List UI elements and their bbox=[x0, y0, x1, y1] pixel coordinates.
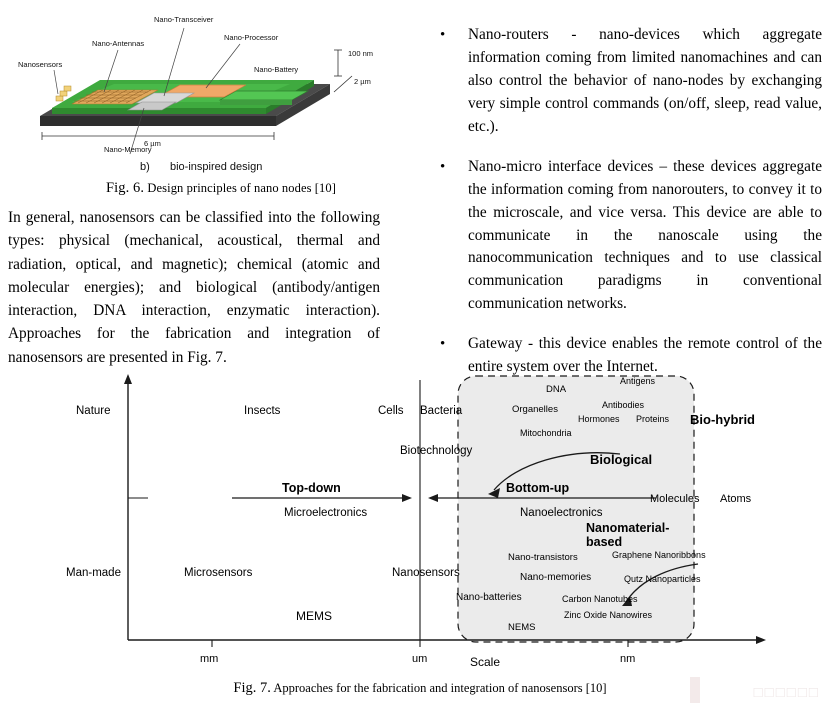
label-dim-height: 100 nm bbox=[348, 49, 374, 58]
group-nanomaterial-based: Nanomaterial- bbox=[586, 521, 670, 535]
axis-title-scale: Scale bbox=[470, 655, 501, 668]
item-proteins: Proteins bbox=[636, 414, 670, 424]
figure-7-caption bbox=[140, 680, 700, 697]
bullet-marker-icon: • bbox=[440, 158, 446, 175]
item-nano-transistors: Nano-transistors bbox=[508, 552, 578, 563]
item-insects: Insects bbox=[244, 405, 281, 417]
item-nano-memories: Nano-memories bbox=[520, 572, 592, 583]
left-body-paragraph: In general, nanosensors can be classified into the following types: physical (mechanical, acoustical, thermal and radiation, optical, and magnetic); chemical (atomic and molecular energies); and biological (antibody/antigen interaction, DNA interaction, enzymatic interaction). Approaches for the fabrication and integration of nanosensors are presented in Fig. 7. bbox=[8, 209, 380, 366]
watermark-bar bbox=[690, 677, 700, 703]
group-nanomaterial-based-2: based bbox=[586, 535, 623, 549]
item-mitochondria: Mitochondria bbox=[520, 428, 572, 438]
figure-7-caption-label: Fig. 7. bbox=[233, 680, 271, 696]
figure-7 bbox=[8, 368, 820, 668]
label-nano-processor: Nano-Processor bbox=[224, 33, 279, 42]
item-organelles: Organelles bbox=[512, 404, 558, 415]
label-bottom-up: Bottom-up bbox=[506, 481, 570, 495]
figure-6 bbox=[8, 4, 400, 196]
label-nano-transceiver: Nano-Transceiver bbox=[154, 15, 214, 24]
item-carbon-nanotubes: Carbon Nanotubes bbox=[562, 594, 638, 604]
item-nano-batteries: Nano-batteries bbox=[456, 592, 522, 603]
item-microsensors: Microsensors bbox=[184, 567, 253, 579]
axis-label-nature: Nature bbox=[76, 405, 111, 417]
list-item-text: Gateway - this device enables the remote control of the entire system over the Internet. bbox=[468, 335, 822, 376]
figure-6-caption-label: Fig. 6. bbox=[105, 180, 145, 196]
item-mems: MEMS bbox=[296, 609, 332, 623]
x-tick-nm: nm bbox=[620, 653, 636, 665]
list-item bbox=[434, 156, 822, 317]
group-bio-hybrid: Bio-hybrid bbox=[690, 412, 755, 427]
label-dim-width: 6 µm bbox=[144, 139, 161, 148]
label-dim-depth: 2 µm bbox=[354, 77, 371, 86]
item-graphene-nanoribbons: Graphene Nanoribbons bbox=[612, 550, 706, 560]
item-qutz-nanoparticles: Qutz Nanoparticles bbox=[624, 574, 701, 584]
label-nano-memory: Nano-Memory bbox=[104, 145, 152, 154]
watermark-text: □□□□□□ bbox=[753, 684, 820, 701]
item-molecules: Molecules bbox=[650, 493, 700, 505]
item-nanoelectronics: Nanoelectronics bbox=[520, 507, 603, 519]
label-nano-battery: Nano-Battery bbox=[254, 65, 299, 74]
figure-7-caption-text: Approaches for the fabrication and integration of nanosensors [10] bbox=[273, 681, 607, 695]
label-top-down: Top-down bbox=[282, 481, 341, 495]
item-bacteria: Bacteria bbox=[420, 405, 463, 417]
figure-6-illustration bbox=[8, 4, 400, 180]
x-tick-mm: mm bbox=[200, 653, 219, 665]
item-atoms: Atoms bbox=[720, 493, 752, 505]
figure-6-sub-text: bio-inspired design bbox=[170, 161, 263, 173]
item-nems: NEMS bbox=[508, 622, 536, 633]
item-antibodies: Antibodies bbox=[602, 400, 645, 410]
figure-6-caption-text: Design principles of nano nodes [10] bbox=[147, 181, 337, 195]
list-item-text: Nano-routers - nano-devices which aggregate information coming from limited nanomachines and can also control the behavior of nano-nodes by exchanging very simple control commands (on/off, sleep, read value, etc.). bbox=[468, 26, 822, 135]
x-tick-um: um bbox=[412, 653, 428, 665]
list-item-text: Nano-micro interface devices – these devices aggregate the information coming from nanorouters, to convey it to the microscale, and vice versa. This device are able to communicate in the nanoscale using the nanocommunication techniques and to use classical communication paradigms in conventional communication networks. bbox=[468, 157, 822, 313]
item-antigens: Antigens bbox=[620, 376, 656, 386]
label-nano-antennas: Nano-Antennas bbox=[92, 39, 145, 48]
item-cells: Cells bbox=[378, 405, 404, 417]
item-nanosensors: Nanosensors bbox=[392, 567, 460, 579]
item-microelectronics: Microelectronics bbox=[284, 507, 368, 519]
label-nanosensors: Nanosensors bbox=[18, 60, 63, 69]
figure-6-sub-label: b) bbox=[140, 161, 150, 173]
axis-label-man-made: Man-made bbox=[66, 567, 121, 579]
list-item bbox=[434, 24, 822, 139]
figure-6-caption bbox=[46, 180, 396, 197]
right-bullet-list bbox=[434, 24, 822, 396]
item-biotechnology: Biotechnology bbox=[400, 445, 473, 457]
item-hormones: Hormones bbox=[578, 414, 620, 424]
item-dna: DNA bbox=[546, 384, 567, 395]
figure-7-diagram bbox=[8, 368, 820, 668]
item-zinc-oxide-nanowires: Zinc Oxide Nanowires bbox=[564, 610, 653, 620]
group-biological: Biological bbox=[590, 452, 653, 467]
bullet-marker-icon: • bbox=[440, 27, 446, 43]
bullet-marker-icon: • bbox=[440, 336, 446, 353]
